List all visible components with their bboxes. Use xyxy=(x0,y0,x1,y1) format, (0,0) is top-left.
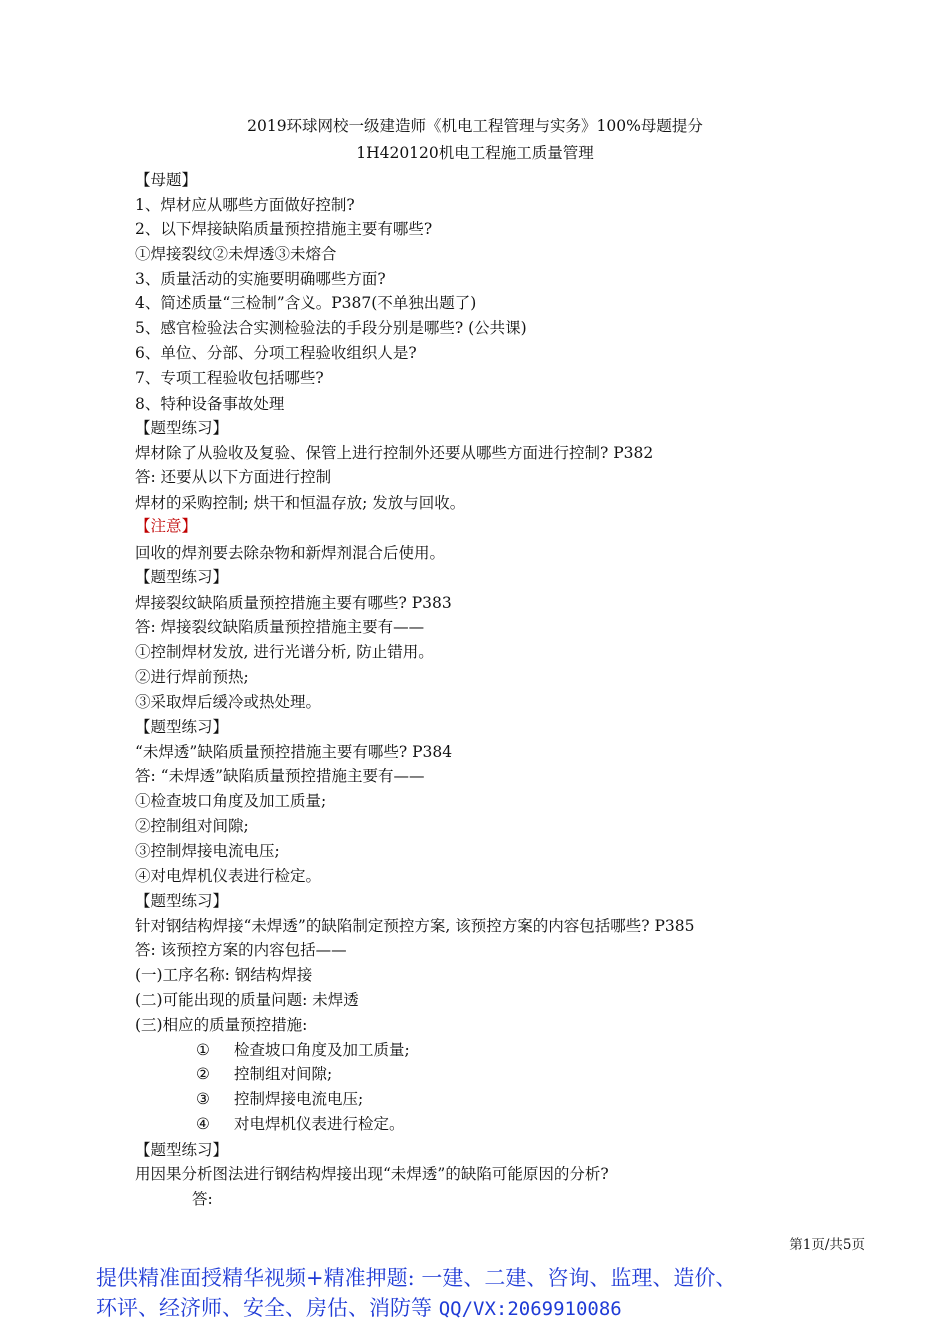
advert-line-1: 提供精准面授精华视频+精准押题: 一建、二建、咨询、监理、造价、 xyxy=(96,1266,737,1290)
answer-intro: 答: xyxy=(192,1190,213,1208)
section-header-practice: 【题型练习】 xyxy=(135,892,229,910)
advert-contact: QQ/VX:2069910086 xyxy=(438,1298,622,1320)
list-item: 7、专项工程验收包括哪些? xyxy=(135,369,324,387)
list-item: 8、特种设备事故处理 xyxy=(135,395,285,413)
measure-number: ② xyxy=(196,1065,210,1083)
measure-text: 检查坡口角度及加工质量; xyxy=(234,1041,410,1059)
section-header-practice: 【题型练习】 xyxy=(135,568,229,586)
list-item: ③采取焊后缓冷或热处理。 xyxy=(135,693,322,711)
practice-question: 针对钢结构焊接“未焊透”的缺陷制定预控方案, 该预控方案的内容包括哪些? P385 xyxy=(135,917,695,935)
answer-intro: 答: 焊接裂纹缺陷质量预控措施主要有—— xyxy=(135,618,425,636)
list-item: 2、以下焊接缺陷质量预控措施主要有哪些? xyxy=(135,220,433,238)
section-item: (三)相应的质量预控措施: xyxy=(135,1016,308,1034)
section-header-practice: 【题型练习】 xyxy=(135,419,229,437)
list-item: ③控制焊接电流电压; xyxy=(135,842,280,860)
list-item: 4、简述质量“三检制”含义。P387(不单独出题了) xyxy=(135,294,477,312)
answer-intro: 答: 该预控方案的内容包括—— xyxy=(135,941,347,959)
answer-intro: 答: 还要从以下方面进行控制 xyxy=(135,468,332,486)
document-title: 2019环球网校一级建造师《机电工程管理与实务》100%母题提分 xyxy=(247,117,703,135)
list-item: 1、焊材应从哪些方面做好控制? xyxy=(135,196,355,214)
practice-question: “未焊透”缺陷质量预控措施主要有哪些? P384 xyxy=(135,743,453,761)
advert-line-2 xyxy=(96,1294,622,1323)
section-item: (一)工序名称: 钢结构焊接 xyxy=(135,966,313,984)
measure-text: 对电焊机仪表进行检定。 xyxy=(234,1115,405,1133)
list-item: ①控制焊材发放, 进行光谱分析, 防止错用。 xyxy=(135,643,434,661)
note-header: 【注意】 xyxy=(135,517,198,535)
measure-text: 控制焊接电流电压; xyxy=(234,1090,364,1108)
section-header-mother-questions: 【母题】 xyxy=(135,171,198,189)
answer-intro: 答: “未焊透”缺陷质量预控措施主要有—— xyxy=(135,767,425,785)
list-item: ④对电焊机仪表进行检定。 xyxy=(135,867,322,885)
measure-number: ③ xyxy=(196,1090,210,1108)
document-subtitle: 1H420120机电工程施工质量管理 xyxy=(356,144,594,162)
list-item: ②进行焊前预热; xyxy=(135,668,249,686)
page-number: 第1页/共5页 xyxy=(789,1237,865,1253)
practice-question: 焊接裂纹缺陷质量预控措施主要有哪些? P383 xyxy=(135,594,452,612)
measure-number: ④ xyxy=(196,1115,210,1133)
practice-question: 焊材除了从验收及复验、保管上进行控制外还要从哪些方面进行控制? P382 xyxy=(135,444,654,462)
list-item: ①焊接裂纹②未焊透③未熔合 xyxy=(135,245,337,263)
measure-text: 控制组对间隙; xyxy=(234,1065,333,1083)
list-item: 6、单位、分部、分项工程验收组织人是? xyxy=(135,344,417,362)
section-header-practice: 【题型练习】 xyxy=(135,1141,229,1159)
measure-number: ① xyxy=(196,1041,210,1059)
advert-text: 环评、经济师、安全、房估、消防等 xyxy=(96,1296,439,1320)
note-text: 回收的焊剂要去除杂物和新焊剂混合后使用。 xyxy=(135,544,446,562)
answer-text: 焊材的采购控制; 烘干和恒温存放; 发放与回收。 xyxy=(135,494,466,512)
section-item: (二)可能出现的质量问题: 未焊透 xyxy=(135,991,359,1009)
practice-question: 用因果分析图法进行钢结构焊接出现“未焊透”的缺陷可能原因的分析? xyxy=(135,1165,609,1183)
list-item: ①检查坡口角度及加工质量; xyxy=(135,792,327,810)
list-item: 5、感官检验法合实测检验法的手段分别是哪些? (公共课) xyxy=(135,319,527,337)
section-header-practice: 【题型练习】 xyxy=(135,718,229,736)
list-item: ②控制组对间隙; xyxy=(135,817,249,835)
list-item: 3、质量活动的实施要明确哪些方面? xyxy=(135,270,386,288)
